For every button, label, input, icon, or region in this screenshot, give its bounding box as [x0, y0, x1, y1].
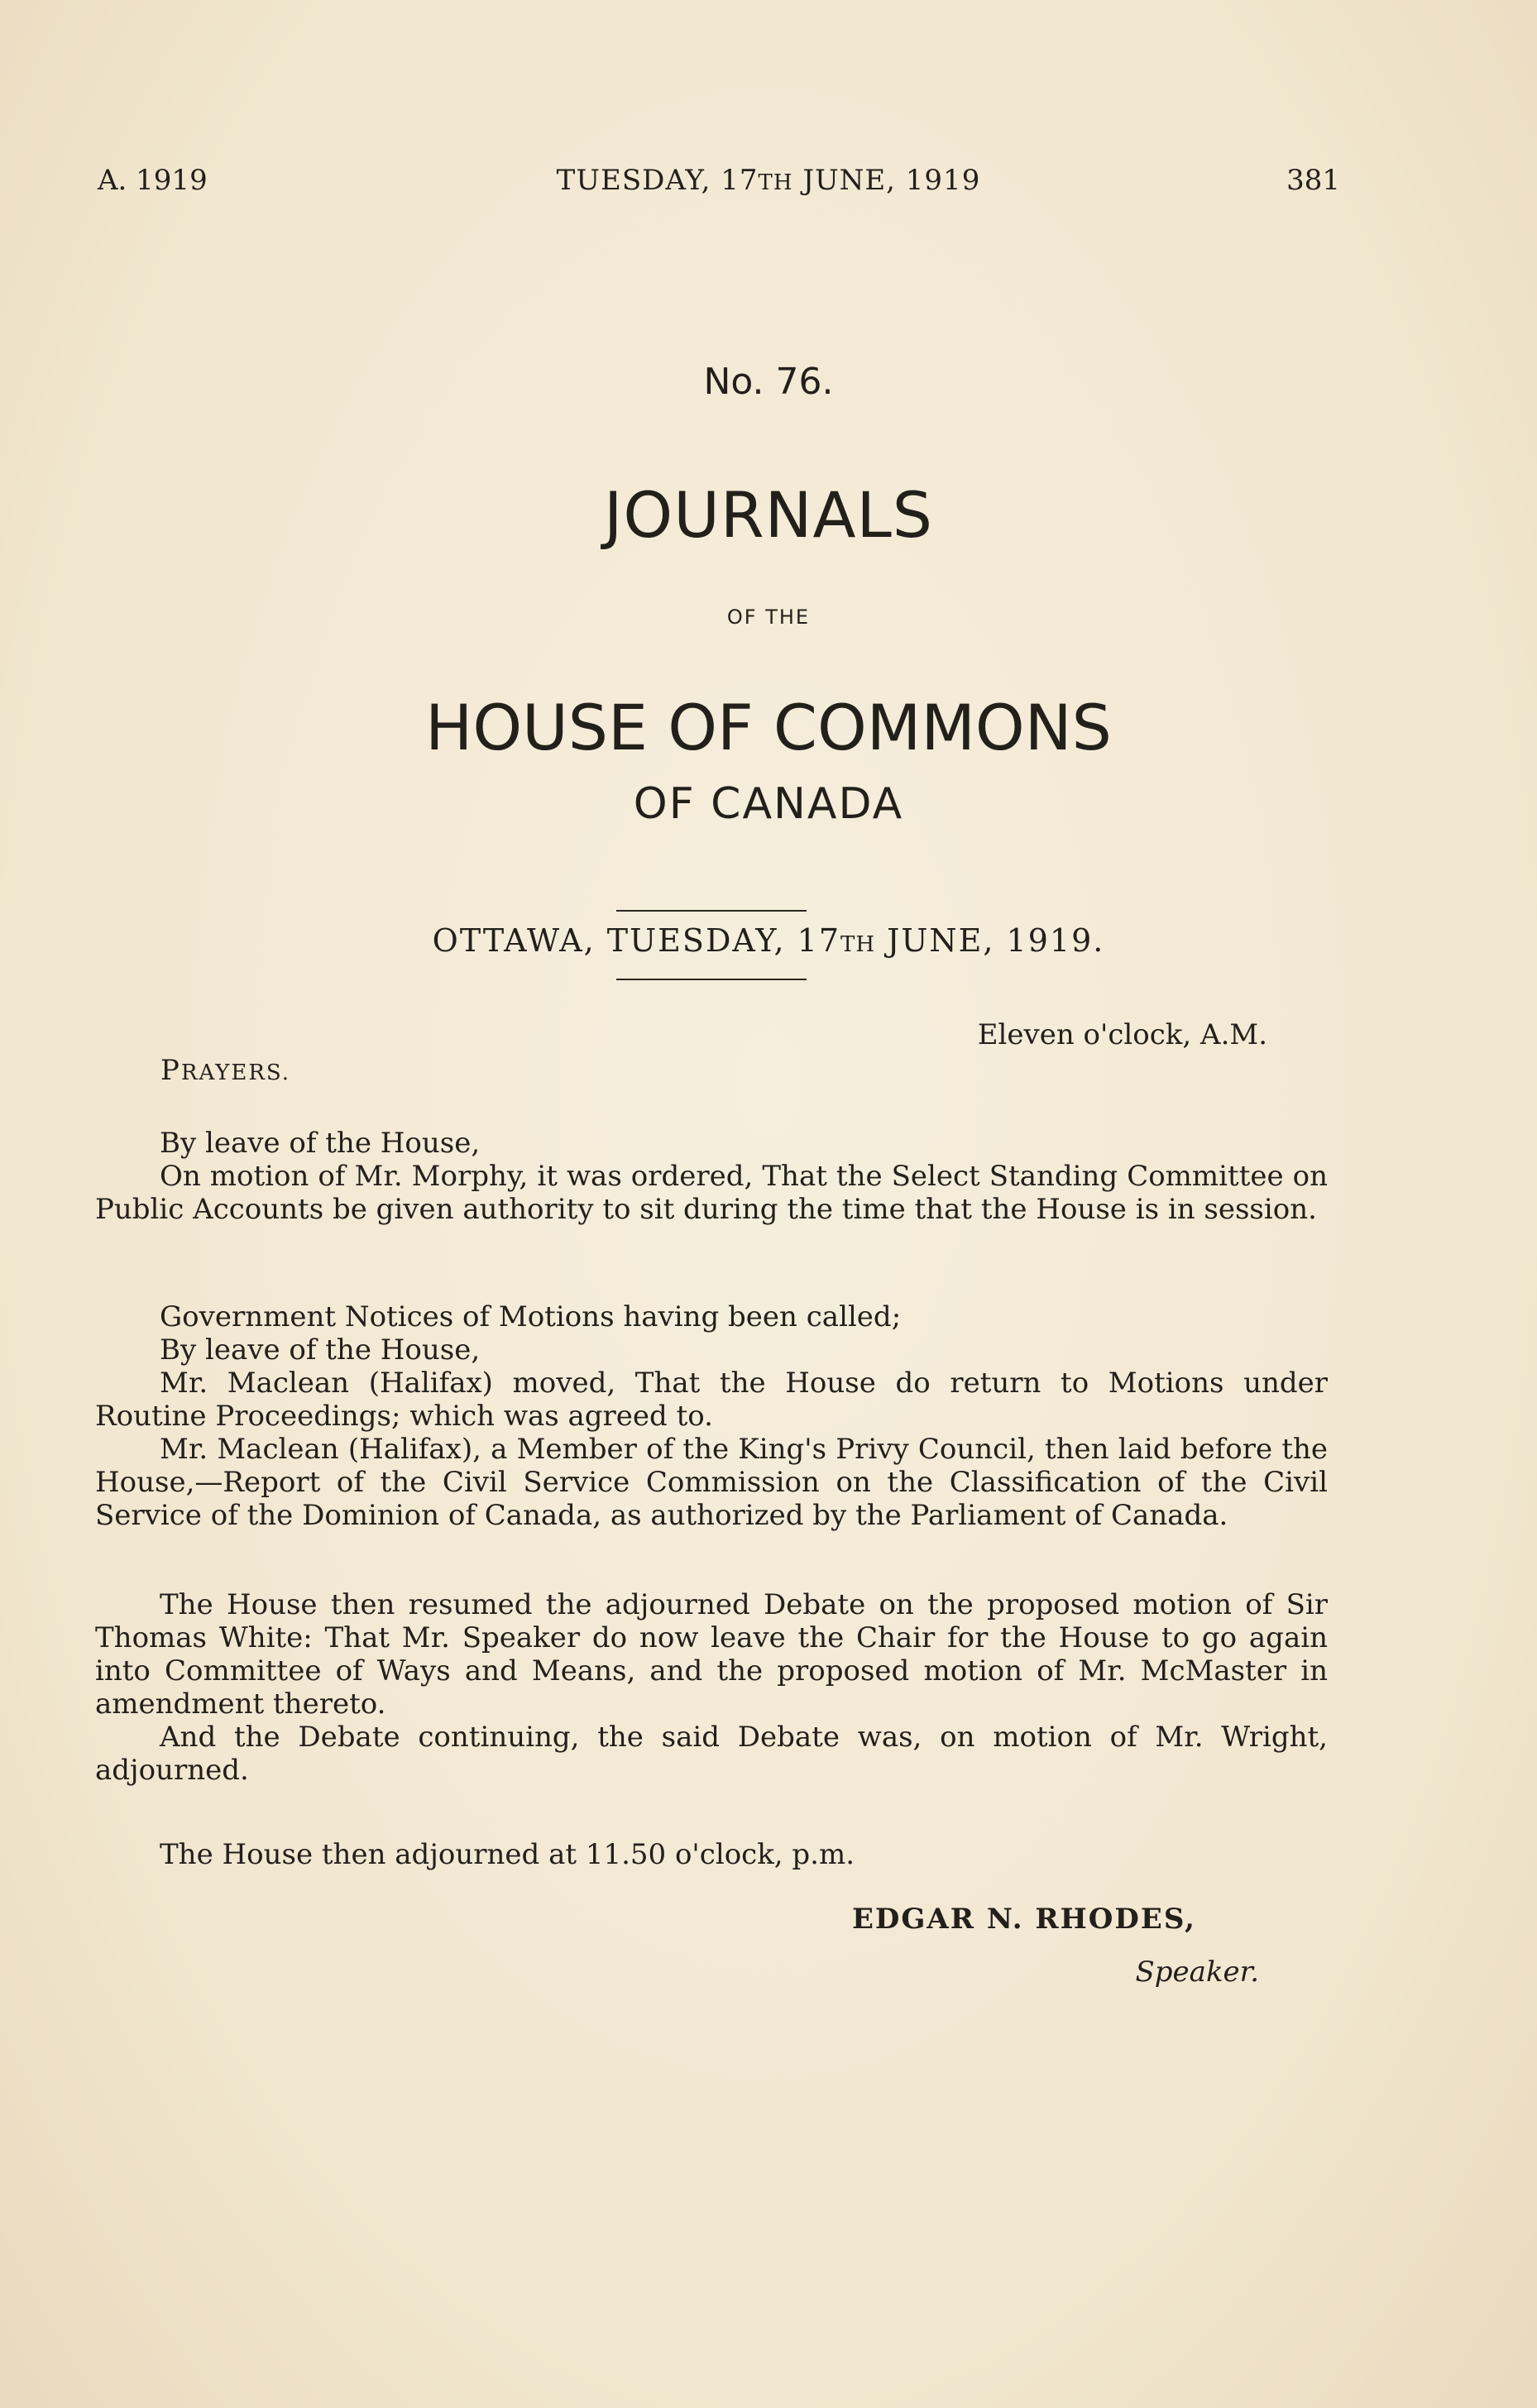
of-the-heading: OF THE	[726, 606, 811, 629]
paragraph-line: The House then adjourned at 11.50 o'clock, p.m.	[160, 1838, 855, 1871]
session-year: A. 1919	[98, 164, 208, 197]
paragraph-government-notices	[95, 1300, 1328, 1532]
paragraph-public-accounts	[95, 1127, 1328, 1226]
journals-heading: JOURNALS	[603, 478, 934, 552]
dateline-main: OTTAWA, TUESDAY, 17	[432, 922, 841, 959]
paragraph-line: On motion of Mr. Morphy, it was ordered, That the Select Standing Committee on Public Accounts be given authority to sit during the time that the House is in session.	[95, 1160, 1328, 1226]
paragraph-line: Government Notices of Motions having been called;	[160, 1300, 902, 1333]
paragraph-line: Mr. Maclean (Halifax) moved, That the House do return to Motions under Routine Proceedings; which was agreed to.	[95, 1367, 1328, 1433]
prayers-cap: P	[160, 1054, 181, 1087]
issue-number: No. 76.	[703, 361, 834, 403]
paragraph-line: The House then resumed the adjourned Debate on the proposed motion of Sir Thomas White: That Mr. Speaker do now leave the Chair for the House to go again into Committee of Ways and Means, and the proposed motion of Mr. McMaster in amendment thereto.	[95, 1588, 1328, 1721]
paragraph-adjournment	[95, 1838, 1328, 1871]
running-head-date-ordinal: TH	[758, 170, 793, 195]
paragraph-line: Mr. Maclean (Halifax), a Member of the King's Privy Council, then laid before the House,—Report of the Civil Service Commission on the Classification of the Civil Service of the Dominion of Canada, as authorized by the Parliament of Canada.	[95, 1433, 1328, 1532]
sitting-time: Eleven o'clock, A.M.	[977, 1018, 1267, 1051]
speaker-title: Speaker.	[1135, 1956, 1259, 1989]
paragraph-line: By leave of the House,	[160, 1333, 481, 1367]
dateline-ordinal: TH	[840, 932, 876, 957]
page-number: 381	[1286, 164, 1340, 197]
dateline-rule-top	[616, 910, 807, 912]
paragraph-debate	[95, 1588, 1328, 1787]
dateline-tail: JUNE, 1919.	[875, 922, 1105, 959]
dateline	[0, 922, 1537, 959]
dateline-rule-bottom	[616, 979, 807, 980]
running-head	[0, 164, 1537, 213]
speaker-name: EDGAR N. RHODES,	[851, 1903, 1196, 1936]
running-head-date-main: TUESDAY, 17	[556, 164, 759, 197]
prayers-rest: RAYERS.	[180, 1060, 291, 1085]
paragraph-line: By leave of the House,	[160, 1127, 481, 1160]
prayers-heading	[160, 1054, 290, 1087]
paragraph-line: And the Debate continuing, the said Debate was, on motion of Mr. Wright, adjourned.	[95, 1721, 1328, 1787]
running-head-date-tail: JUNE, 1919	[792, 164, 981, 197]
house-of-commons-heading: HOUSE OF COMMONS	[425, 691, 1112, 764]
of-canada-heading: OF CANADA	[633, 779, 904, 829]
